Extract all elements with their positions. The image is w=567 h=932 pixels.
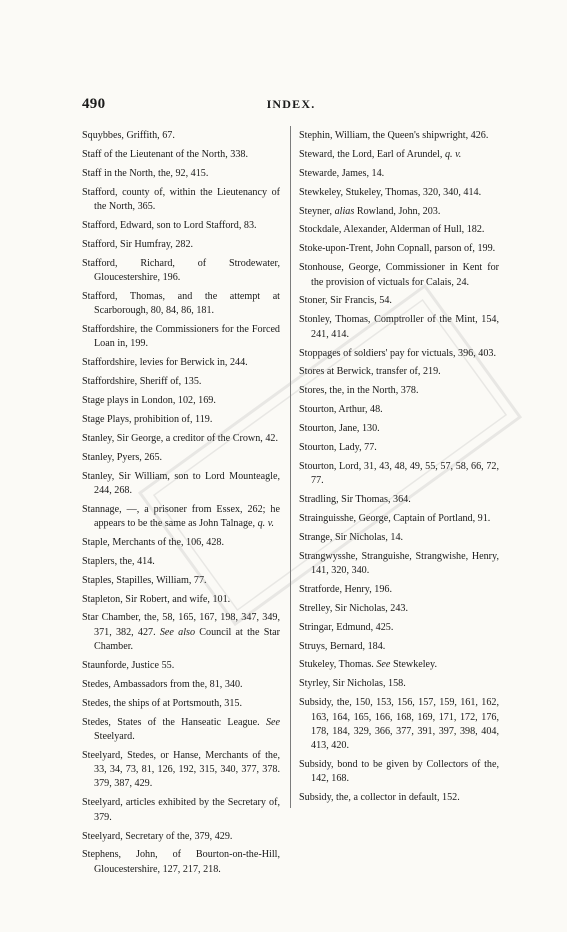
index-entry-text: Stores, the, in the North, 378. <box>299 385 419 397</box>
index-entry-text: Stoppages of soldiers' pay for victuals, 396, 403. <box>299 347 496 359</box>
index-entry-text: Staunforde, Justice 55. <box>82 659 175 671</box>
index-entry-text: Stephens, John, of Bourton-on-the-Hill, Gloucestershire, 127, 217, 218. <box>82 849 280 875</box>
index-entry <box>82 830 280 844</box>
index-entry-italic-text: See <box>376 659 391 671</box>
index-entry-text: Styrley, Sir Nicholas, 158. <box>299 678 406 690</box>
index-entry-italic-text: See also <box>159 626 196 638</box>
index-entry-text: Stannage, —, a prisoner from Essex, 262; he appears to be the same as John Talnage, <box>82 503 280 530</box>
index-entry <box>82 290 280 319</box>
index-entry-text: Staffordshire, Sheriff of, 135. <box>82 376 202 388</box>
index-entry <box>82 749 280 792</box>
index-entry-text: Council at the Star Chamber. <box>94 626 281 653</box>
index-entry-text: Stringar, Edmund, 425. <box>299 621 394 633</box>
index-entry-text: Staple, Merchants of the, 106, 428. <box>82 536 225 548</box>
index-entry <box>299 403 499 417</box>
index-entry-text: Stafford, county of, within the Lieutenancy of the North, 365. <box>82 186 280 212</box>
index-entry-text: Stewkeley, Stukeley, Thomas, 320, 340, 414. <box>299 186 482 198</box>
index-entry-text: Stafford, Thomas, and the attempt at Scarborough, 80, 84, 86, 181. <box>82 290 280 317</box>
index-entry-text: Stratforde, Henry, 196. <box>299 583 392 595</box>
index-entry <box>82 697 280 711</box>
index-entry <box>299 441 499 455</box>
index-entry <box>82 611 280 654</box>
index-entry-text: Struys, Bernard, 184. <box>299 640 386 652</box>
index-entry <box>299 313 499 342</box>
index-entry <box>299 242 499 256</box>
index-entry-text: Stanley, Sir William, son to Lord Mounteagle, 244, 268. <box>82 470 280 496</box>
index-entry-text: Steyner, <box>299 205 335 217</box>
index-entry-text: Stoke-upon-Trent, John Copnall, parson of, 199. <box>299 243 496 255</box>
index-entry <box>82 796 280 825</box>
index-entry-text: Stedes, Ambassadors from the, 81, 340. <box>82 678 243 690</box>
index-entry-text: Stourton, Lord, 31, 43, 48, 49, 55, 57, 58, 66, 72, 77. <box>299 460 499 487</box>
index-entry <box>82 257 280 286</box>
index-entry <box>299 186 499 200</box>
index-entry-text: Stoner, Sir Francis, 54. <box>299 295 392 307</box>
index-entry-text: Stanley, Sir George, a creditor of the Crown, 42. <box>82 432 278 444</box>
index-entry-text: Strangwysshe, Stranguishe, Strangwishe, Henry, 141, 320, 340. <box>299 550 499 576</box>
index-entry <box>82 536 280 550</box>
index-entry <box>82 555 280 569</box>
index-entry <box>82 716 280 745</box>
index-entry-text: Strainguisshe, George, Captain of Portland, 91. <box>299 512 491 524</box>
index-entry-text: Stafford, Edward, son to Lord Stafford, 83. <box>82 219 257 231</box>
index-entry <box>299 493 499 507</box>
index-entry <box>299 347 499 361</box>
index-entry <box>299 640 499 654</box>
index-entry <box>299 148 499 162</box>
index-entry-text: Strelley, Sir Nicholas, 243. <box>299 602 409 614</box>
index-entry-text: Staples, Stapilles, William, 77. <box>82 574 207 586</box>
index-entry <box>82 470 280 499</box>
index-entry-text: Stonley, Thomas, Comptroller of the Mint, 154, 241, 414. <box>299 314 499 340</box>
index-entry <box>82 503 280 532</box>
running-title: INDEX. <box>266 97 316 111</box>
index-entry <box>299 658 499 672</box>
index-entry <box>82 593 280 607</box>
column-divider <box>290 126 291 808</box>
index-entry-text: Staplers, the, 414. <box>82 555 155 567</box>
index-entry <box>82 148 280 162</box>
index-column-left <box>82 129 280 882</box>
index-entry <box>299 294 499 308</box>
index-entry <box>299 512 499 526</box>
index-entry-text: Staffordshire, the Commissioners for the Forced Loan in, 199. <box>82 324 280 350</box>
index-entry-text: Stafford, Sir Humfray, 282. <box>82 238 194 250</box>
index-entry-text: Staffordshire, levies for Berwick in, 244. <box>82 357 248 369</box>
index-entry <box>299 621 499 635</box>
index-entry <box>299 550 499 579</box>
index-entry-text: Steelyard, articles exhibited by the Secretary of, 379. <box>82 797 280 823</box>
index-entry-text: Steelyard, Stedes, or Hanse, Merchants of the, 33, 34, 73, 81, 126, 192, 315, 340, 377, 378. 379, 387, 429. <box>82 749 280 790</box>
index-entry-text: Stephin, William, the Queen's shipwright, 426. <box>299 130 489 141</box>
index-entry <box>299 602 499 616</box>
index-entry-italic-text: q. v. <box>444 148 462 160</box>
index-entry <box>82 678 280 692</box>
index-column-right <box>299 129 499 810</box>
index-entry-text: Stockdale, Alexander, Alderman of Hull, 182. <box>299 224 485 236</box>
index-entry-italic-text: See <box>265 716 280 728</box>
index-entry <box>82 219 280 233</box>
index-entry <box>82 129 280 143</box>
index-entry <box>299 758 499 787</box>
index-entry-text: Stourton, Jane, 130. <box>299 423 380 435</box>
index-entry-text: Stewarde, James, 14. <box>299 167 385 179</box>
index-entry <box>299 422 499 436</box>
index-entry <box>299 365 499 379</box>
index-entry <box>82 432 280 446</box>
index-entry <box>82 394 280 408</box>
index-entry-text: Stedes, the ships of at Portsmouth, 315. <box>82 697 243 709</box>
index-entry <box>299 696 499 753</box>
index-entry <box>299 677 499 691</box>
index-entry-text: Staff of the Lieutenant of the North, 338. <box>82 148 248 160</box>
index-entry-text: Stukeley, Thomas. <box>299 659 377 671</box>
index-entry-text: Stourton, Arthur, 48. <box>299 404 383 416</box>
index-entry <box>82 356 280 370</box>
index-entry-italic-text: alias <box>334 205 355 217</box>
index-entry-text: Staff in the North, the, 92, 415. <box>82 167 209 179</box>
index-entry <box>82 323 280 352</box>
index-entry <box>82 375 280 389</box>
index-entry <box>82 574 280 588</box>
index-entry <box>82 238 280 252</box>
index-entry <box>299 261 499 290</box>
index-entry-text: Stonhouse, George, Commissioner in Kent for the provision of victuals for Calais, 24. <box>299 262 499 288</box>
index-entry-text: Star Chamber, the, 58, 165, 167, 198, 347, 349, 371, 382, 427. <box>82 612 280 638</box>
index-entry-italic-text: q. v. <box>257 518 274 530</box>
index-entry-text: Subsidy, the, 150, 153, 156, 157, 159, 161, 162, 163, 164, 165, 166, 168, 169, 171, 172, 176, 178, 184, 329, 366, 377, 391, 397, 398, 404, 413, 420. <box>299 697 499 752</box>
index-entry-text: Steward, the Lord, Earl of Arundel, <box>299 148 445 160</box>
index-entry <box>82 659 280 673</box>
index-entry <box>299 223 499 237</box>
index-entry-text: Stafford, Richard, of Strodewater, Gloucestershire, 196. <box>82 257 280 283</box>
index-entry-text: Stewkeley. <box>390 659 437 671</box>
page-number: 490 <box>82 96 106 112</box>
index-entry-text: Subsidy, the, a collector in default, 152. <box>299 792 460 804</box>
index-entry <box>82 451 280 465</box>
index-entry-text: Subsidy, bond to be given by Collectors of the, 142, 168. <box>299 759 499 785</box>
index-entry <box>299 583 499 597</box>
index-entry-text: Stourton, Lady, 77. <box>299 441 377 453</box>
index-entry <box>299 791 499 805</box>
index-entry <box>82 413 280 427</box>
page-header <box>82 96 500 116</box>
index-entry-text: Squybbes, Griffith, 67. <box>82 130 175 141</box>
index-entry <box>299 384 499 398</box>
index-entry <box>299 460 499 489</box>
index-entry <box>299 531 499 545</box>
index-entry-text: Stage Plays, prohibition of, 119. <box>82 413 213 425</box>
index-entry-text: Stage plays in London, 102, 169. <box>82 394 216 406</box>
index-entry-text: Steelyard, Secretary of the, 379, 429. <box>82 830 233 842</box>
index-entry <box>299 205 499 219</box>
index-entry-text: Stradling, Sir Thomas, 364. <box>299 494 411 506</box>
index-entry <box>82 848 280 877</box>
index-entry-text: Steelyard. <box>94 730 135 742</box>
index-entry-text: Stedes, States of the Hanseatic League. <box>82 716 266 728</box>
index-entry-text: Stores at Berwick, transfer of, 219. <box>299 366 441 378</box>
index-entry <box>82 186 280 215</box>
index-entry <box>299 167 499 181</box>
index-entry-text: Strange, Sir Nicholas, 14. <box>299 531 404 543</box>
index-entry-text: Stanley, Pyers, 265. <box>82 451 163 463</box>
index-entry <box>82 167 280 181</box>
index-entry <box>299 129 499 143</box>
index-entry-text: Stapleton, Sir Robert, and wife, 101. <box>82 593 231 605</box>
index-entry-text: Rowland, John, 203. <box>354 205 441 217</box>
